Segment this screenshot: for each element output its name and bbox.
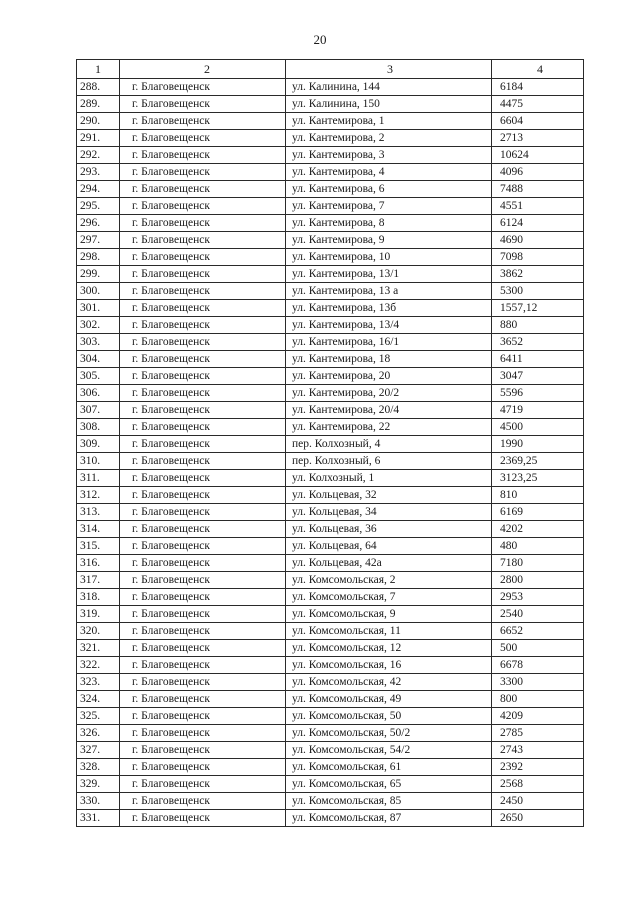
city-cell: г. Благовещенск [120,470,286,487]
table-row [77,504,584,521]
address-cell: ул. Кольцевая, 36 [286,521,492,538]
table-row [77,572,584,589]
header-cell-4: 4 [492,60,584,79]
address-cell: ул. Кантемирова, 6 [286,181,492,198]
table-row [77,181,584,198]
value-cell: 1990 [492,436,584,453]
value-cell: 7488 [492,181,584,198]
header-cell-2: 2 [120,60,286,79]
value-cell: 6184 [492,79,584,96]
city-cell: г. Благовещенск [120,674,286,691]
table-row [77,249,584,266]
value-cell: 6604 [492,113,584,130]
value-cell: 4500 [492,419,584,436]
table-row [77,674,584,691]
address-cell: ул. Кантемирова, 13/4 [286,317,492,334]
address-cell: ул. Кантемирова, 20 [286,368,492,385]
city-cell: г. Благовещенск [120,606,286,623]
city-cell: г. Благовещенск [120,453,286,470]
value-cell: 810 [492,487,584,504]
value-cell: 6169 [492,504,584,521]
value-cell: 2785 [492,725,584,742]
table-header-row [77,60,584,79]
row-number: 317. [77,572,120,589]
address-cell: ул. Кантемирова, 20/4 [286,402,492,419]
value-cell: 3123,25 [492,470,584,487]
address-cell: ул. Кантемирова, 1 [286,113,492,130]
value-cell: 880 [492,317,584,334]
table-row [77,742,584,759]
row-number: 318. [77,589,120,606]
value-cell: 2713 [492,130,584,147]
table-row [77,487,584,504]
row-number: 324. [77,691,120,708]
table-row [77,164,584,181]
row-number: 297. [77,232,120,249]
row-number: 305. [77,368,120,385]
header-cell-1: 1 [77,60,120,79]
value-cell: 5596 [492,385,584,402]
city-cell: г. Благовещенск [120,266,286,283]
city-cell: г. Благовещенск [120,810,286,827]
row-number: 291. [77,130,120,147]
address-cell: ул. Кольцевая, 42а [286,555,492,572]
value-cell: 2369,25 [492,453,584,470]
row-number: 331. [77,810,120,827]
row-number: 321. [77,640,120,657]
row-number: 304. [77,351,120,368]
city-cell: г. Благовещенск [120,521,286,538]
table-row [77,385,584,402]
table-row [77,793,584,810]
address-cell: ул. Комсомольская, 50 [286,708,492,725]
city-cell: г. Благовещенск [120,725,286,742]
value-cell: 500 [492,640,584,657]
city-cell: г. Благовещенск [120,776,286,793]
address-cell: ул. Кантемирова, 2 [286,130,492,147]
address-cell: ул. Комсомольская, 42 [286,674,492,691]
row-number: 323. [77,674,120,691]
city-cell: г. Благовещенск [120,130,286,147]
value-cell: 2450 [492,793,584,810]
table-row [77,708,584,725]
row-number: 309. [77,436,120,453]
address-cell: ул. Колхозный, 1 [286,470,492,487]
table-row [77,147,584,164]
row-number: 314. [77,521,120,538]
city-cell: г. Благовещенск [120,300,286,317]
table-row [77,266,584,283]
city-cell: г. Благовещенск [120,504,286,521]
value-cell: 6124 [492,215,584,232]
header-cell-3: 3 [286,60,492,79]
address-cell: ул. Кантемирова, 9 [286,232,492,249]
city-cell: г. Благовещенск [120,589,286,606]
address-cell: пер. Колхозный, 6 [286,453,492,470]
city-cell: г. Благовещенск [120,538,286,555]
value-cell: 2568 [492,776,584,793]
address-cell: ул. Кантемирова, 3 [286,147,492,164]
row-number: 330. [77,793,120,810]
row-number: 325. [77,708,120,725]
address-cell: ул. Комсомольская, 65 [286,776,492,793]
address-cell: ул. Комсомольская, 54/2 [286,742,492,759]
city-cell: г. Благовещенск [120,657,286,674]
city-cell: г. Благовещенск [120,283,286,300]
row-number: 308. [77,419,120,436]
city-cell: г. Благовещенск [120,113,286,130]
city-cell: г. Благовещенск [120,708,286,725]
value-cell: 4719 [492,402,584,419]
value-cell: 4202 [492,521,584,538]
value-cell: 2392 [492,759,584,776]
city-cell: г. Благовещенск [120,487,286,504]
value-cell: 1557,12 [492,300,584,317]
table-row [77,589,584,606]
row-number: 327. [77,742,120,759]
value-cell: 800 [492,691,584,708]
address-cell: ул. Калинина, 144 [286,79,492,96]
row-number: 311. [77,470,120,487]
table-row [77,113,584,130]
city-cell: г. Благовещенск [120,623,286,640]
address-cell: ул. Кантемирова, 18 [286,351,492,368]
value-cell: 3300 [492,674,584,691]
row-number: 290. [77,113,120,130]
value-cell: 5300 [492,283,584,300]
row-number: 322. [77,657,120,674]
row-number: 289. [77,96,120,113]
value-cell: 2743 [492,742,584,759]
row-number: 316. [77,555,120,572]
row-number: 307. [77,402,120,419]
address-cell: ул. Кантемирова, 13/1 [286,266,492,283]
value-cell: 10624 [492,147,584,164]
table-row [77,402,584,419]
table-row [77,538,584,555]
address-cell: ул. Кантемирова, 16/1 [286,334,492,351]
page-number: 20 [313,32,327,47]
value-cell: 4209 [492,708,584,725]
value-cell: 4551 [492,198,584,215]
table-row [77,810,584,827]
table-row [77,232,584,249]
address-cell: ул. Комсомольская, 61 [286,759,492,776]
row-number: 300. [77,283,120,300]
city-cell: г. Благовещенск [120,164,286,181]
city-cell: г. Благовещенск [120,317,286,334]
address-cell: ул. Комсомольская, 9 [286,606,492,623]
row-number: 296. [77,215,120,232]
city-cell: г. Благовещенск [120,385,286,402]
row-number: 294. [77,181,120,198]
city-cell: г. Благовещенск [120,232,286,249]
row-number: 299. [77,266,120,283]
value-cell: 4096 [492,164,584,181]
row-number: 306. [77,385,120,402]
table-row [77,215,584,232]
value-cell: 3047 [492,368,584,385]
address-table [76,59,584,827]
city-cell: г. Благовещенск [120,351,286,368]
value-cell: 6678 [492,657,584,674]
value-cell: 2800 [492,572,584,589]
table-row [77,130,584,147]
table-row [77,317,584,334]
row-number: 302. [77,317,120,334]
value-cell: 3652 [492,334,584,351]
city-cell: г. Благовещенск [120,555,286,572]
table-row [77,79,584,96]
address-cell: ул. Кольцевая, 32 [286,487,492,504]
table-row [77,470,584,487]
row-number: 293. [77,164,120,181]
city-cell: г. Благовещенск [120,215,286,232]
table-row [77,283,584,300]
table-row [77,776,584,793]
row-number: 320. [77,623,120,640]
value-cell: 480 [492,538,584,555]
table-row [77,606,584,623]
table-row [77,300,584,317]
address-cell: ул. Калинина, 150 [286,96,492,113]
address-cell: ул. Комсомольская, 50/2 [286,725,492,742]
row-number: 295. [77,198,120,215]
row-number: 329. [77,776,120,793]
row-number: 298. [77,249,120,266]
address-cell: пер. Колхозный, 4 [286,436,492,453]
table-row [77,96,584,113]
city-cell: г. Благовещенск [120,368,286,385]
table-row [77,351,584,368]
address-cell: ул. Комсомольская, 7 [286,589,492,606]
value-cell: 7180 [492,555,584,572]
city-cell: г. Благовещенск [120,334,286,351]
table-row [77,334,584,351]
address-cell: ул. Кантемирова, 20/2 [286,385,492,402]
row-number: 313. [77,504,120,521]
table-row [77,759,584,776]
city-cell: г. Благовещенск [120,793,286,810]
value-cell: 4475 [492,96,584,113]
table-row [77,691,584,708]
value-cell: 4690 [492,232,584,249]
table-row [77,725,584,742]
table-row [77,453,584,470]
row-number: 310. [77,453,120,470]
city-cell: г. Благовещенск [120,147,286,164]
value-cell: 2540 [492,606,584,623]
address-cell: ул. Комсомольская, 11 [286,623,492,640]
table-row [77,436,584,453]
value-cell: 2953 [492,589,584,606]
city-cell: г. Благовещенск [120,249,286,266]
row-number: 312. [77,487,120,504]
address-cell: ул. Кантемирова, 13 а [286,283,492,300]
city-cell: г. Благовещенск [120,402,286,419]
row-number: 315. [77,538,120,555]
table-row [77,657,584,674]
address-cell: ул. Кольцевая, 64 [286,538,492,555]
address-cell: ул. Комсомольская, 87 [286,810,492,827]
value-cell: 6411 [492,351,584,368]
address-cell: ул. Комсомольская, 12 [286,640,492,657]
table-row [77,640,584,657]
address-cell: ул. Кантемирова, 13б [286,300,492,317]
value-cell: 6652 [492,623,584,640]
city-cell: г. Благовещенск [120,79,286,96]
row-number: 288. [77,79,120,96]
city-cell: г. Благовещенск [120,436,286,453]
address-cell: ул. Кантемирова, 8 [286,215,492,232]
table-row [77,555,584,572]
address-cell: ул. Кантемирова, 7 [286,198,492,215]
city-cell: г. Благовещенск [120,572,286,589]
address-cell: ул. Кантемирова, 10 [286,249,492,266]
value-cell: 2650 [492,810,584,827]
address-cell: ул. Комсомольская, 49 [286,691,492,708]
address-cell: ул. Комсомольская, 85 [286,793,492,810]
city-cell: г. Благовещенск [120,198,286,215]
table-row [77,368,584,385]
row-number: 292. [77,147,120,164]
city-cell: г. Благовещенск [120,96,286,113]
address-cell: ул. Кольцевая, 34 [286,504,492,521]
address-cell: ул. Комсомольская, 16 [286,657,492,674]
row-number: 301. [77,300,120,317]
address-cell: ул. Кантемирова, 4 [286,164,492,181]
row-number: 328. [77,759,120,776]
row-number: 319. [77,606,120,623]
row-number: 326. [77,725,120,742]
city-cell: г. Благовещенск [120,742,286,759]
city-cell: г. Благовещенск [120,181,286,198]
row-number: 303. [77,334,120,351]
city-cell: г. Благовещенск [120,759,286,776]
city-cell: г. Благовещенск [120,691,286,708]
table-row [77,198,584,215]
value-cell: 7098 [492,249,584,266]
table-row [77,521,584,538]
table-row [77,419,584,436]
city-cell: г. Благовещенск [120,640,286,657]
address-cell: ул. Комсомольская, 2 [286,572,492,589]
city-cell: г. Благовещенск [120,419,286,436]
table-row [77,623,584,640]
address-cell: ул. Кантемирова, 22 [286,419,492,436]
value-cell: 3862 [492,266,584,283]
